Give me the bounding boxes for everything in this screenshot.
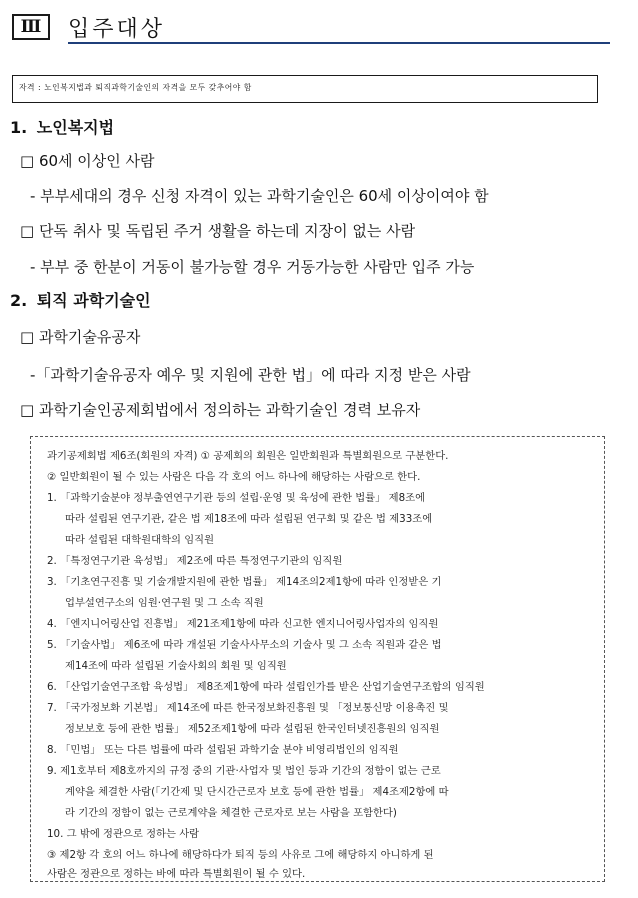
part1-heading	[10, 116, 114, 140]
law-line: 5. 「기술사법」 제6조에 따라 개설된 기술사사무소의 기술사 및 그 소속 직원과 같은 법	[47, 639, 442, 651]
law-line: ③ 제2항 각 호의 어느 하나에 해당하다가 퇴직 등의 사유로 그에 해당하지 아니하게 된	[47, 849, 434, 861]
part2-line-1: □ 과학기술유공자	[20, 328, 141, 346]
law-line: 2. 「특정연구기관 육성법」 제2조에 따른 특정연구기관의 임직원	[47, 555, 343, 567]
section-number: Ⅲ	[12, 14, 50, 40]
law-line: 9. 제1호부터 제8호까지의 규정 중의 기관·사업자 및 법인 등과 기간의 정함이 없는 근로	[47, 765, 441, 777]
law-line: 라 기간의 정함이 없는 근로계약을 체결한 근로자로 보는 사람을 포함한다)	[65, 807, 397, 819]
section-title: 입주대상	[68, 17, 166, 42]
section-header	[12, 8, 598, 44]
part1-line-1: □ 60세 이상인 사람	[20, 152, 155, 170]
law-line: 7. 「국가정보화 기본법」 제14조에 따른 한국정보화진흥원 및 「정보통신망 이용촉진 및	[47, 702, 449, 714]
law-line: 사람은 정관으로 정하는 바에 따라 특별회원이 될 수 있다.	[47, 868, 306, 880]
law-line: 1. 「과학기술분야 정부출연연구기관 등의 설립·운영 및 육성에 관한 법률」 제8조에	[47, 492, 426, 504]
law-line: 정보보호 등에 관한 법률」 제52조제1항에 따라 설립된 한국인터넷진흥원의 임직원	[65, 723, 440, 735]
law-line: 3. 「기초연구진흥 및 기술개발지원에 관한 법률」 제14조의2제1항에 따라 인정받은 기	[47, 576, 442, 588]
part2-title: 퇴직 과학기술인	[36, 291, 151, 310]
part1-line-2: - 부부세대의 경우 신청 자격이 있는 과학기술인은 60세 이상이여야 함	[30, 187, 489, 205]
part1-line-3: □ 단독 취사 및 독립된 주거 생활을 하는데 지장이 없는 사람	[20, 222, 416, 240]
part1-line-4: - 부부 중 한분이 거동이 불가능할 경우 거동가능한 사람만 입주 가능	[30, 258, 475, 276]
part2-line-3: □ 과학기술인공제회법에서 정의하는 과학기술인 경력 보유자	[20, 401, 421, 419]
part2-number: 2.	[10, 291, 28, 310]
law-line: 6. 「산업기술연구조합 육성법」 제8조제1항에 따라 설립인가를 받은 산업기술연구조합의 임직원	[47, 681, 485, 693]
law-excerpt-box	[30, 436, 605, 882]
law-line: 따라 설립된 연구기관, 같은 법 제18조에 따라 설립된 연구회 및 같은 법 제33조에	[65, 513, 433, 525]
qualification-box: 자격 : 노인복지법과 퇴직과학기술인의 자격을 모두 갖추어야 함	[12, 75, 598, 103]
law-line: 과기공제회법 제6조(회원의 자격) ① 공제회의 회원은 일반회원과 특별회원으로 구분한다.	[47, 450, 449, 462]
law-line: ② 일반회원이 될 수 있는 사람은 다음 각 호의 어느 하나에 해당하는 사람으로 한다.	[47, 471, 421, 483]
section-underline	[68, 42, 610, 44]
law-line: 10. 그 밖에 정관으로 정하는 사람	[47, 828, 200, 840]
law-line: 따라 설립된 대학원대학의 임직원	[65, 534, 215, 546]
law-line: 8. 「민법」 또는 다른 법률에 따라 설립된 과학기술 분야 비영리법인의 임직원	[47, 744, 399, 756]
part1-number: 1.	[10, 118, 28, 137]
law-line: 업부설연구소의 임원·연구원 및 그 소속 직원	[65, 597, 264, 609]
part2-line-2: -「과학기술유공자 예우 및 지원에 관한 법」에 따라 지정 받은 사람	[30, 366, 471, 384]
part2-heading	[10, 289, 151, 313]
law-line: 4. 「엔지니어링산업 진흥법」 제21조제1항에 따라 신고한 엔지니어링사업자의 임직원	[47, 618, 439, 630]
law-line: 계약을 체결한 사람(「기간제 및 단시간근로자 보호 등에 관한 법률」 제4조제2항에 따	[65, 786, 449, 798]
law-line: 제14조에 따라 설립된 기술사회의 회원 및 임직원	[65, 660, 287, 672]
part1-title: 노인복지법	[36, 118, 115, 137]
